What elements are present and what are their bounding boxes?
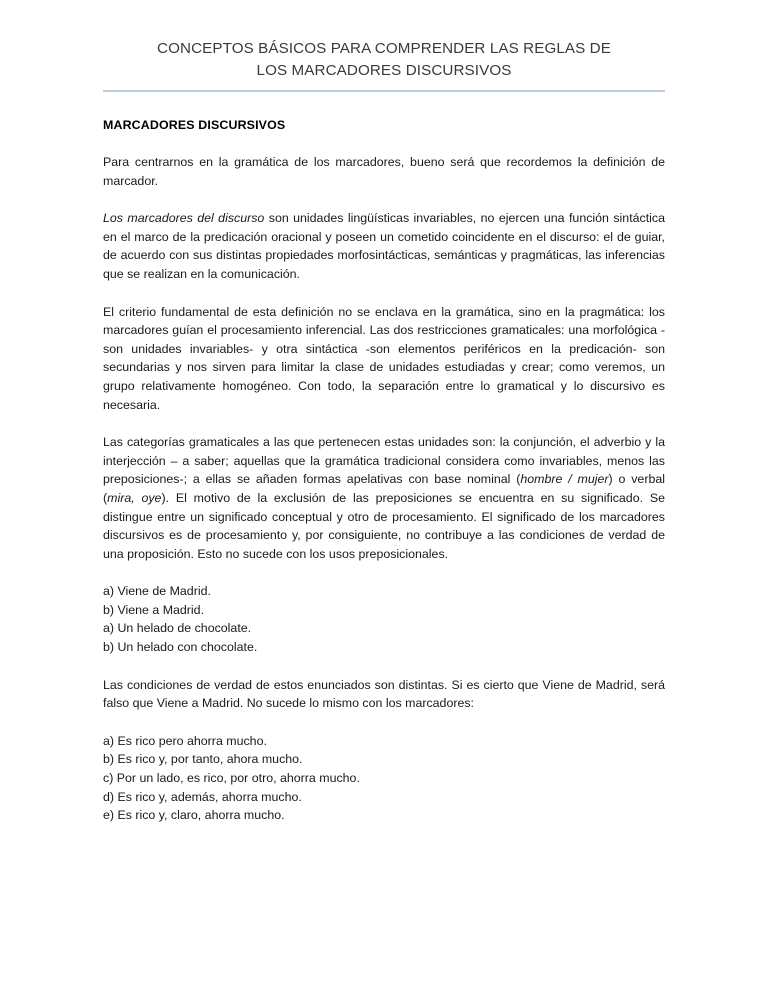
document-body [103,118,665,844]
paragraph-3: El criterio fundamental de esta definición no se enclava en la gramática, sino en la pragmática: los marcadores guían el procesamiento inferencial. Las dos restricciones gramaticales: una morfológica -son unidades invariables- y otra sintáctica -son elementos periféricos en la predicación- son secundarias y nos sirven para limitar la clase de unidades estudiadas y crear; como veremos, un grupo relativamente homogéneo. Con todo, la separación entre lo gramatical y lo discursivo es necesaria. [103,304,665,412]
paragraph-5: Las condiciones de verdad de estos enunciados son distintas. Si es cierto que Viene de Madrid, será falso que Viene a Madrid. No sucede lo mismo con los marcadores: [103,677,665,711]
section-heading: MARCADORES DISCURSIVOS [103,118,286,132]
list-item: a) Es rico pero ahorra mucho. [103,733,267,748]
list-item: c) Por un lado, es rico, por otro, ahorra mucho. [103,771,360,786]
paragraph-4-italic-nominal-example: hombre / mujer [520,472,609,487]
example-list-two [103,732,665,825]
paragraph-4-italic-verbal-example: mira, oye [107,490,162,505]
paragraph-4 [103,433,665,563]
list-item: a) Un helado de chocolate. [103,621,252,636]
paragraph-1: Para centrarnos en la gramática de los marcadores, bueno será que recordemos la definición de marcador. [103,155,665,188]
paragraph-2 [103,209,665,283]
page-title [103,38,665,82]
page-title-line-2: LOS MARCADORES DISCURSIVOS [256,62,512,79]
list-item: b) Es rico y, por tanto, ahora mucho. [103,752,303,767]
page-title-line-1: CONCEPTOS BÁSICOS PARA COMPRENDER LAS REGLAS DE [157,40,611,57]
list-item: e) Es rico y, claro, ahorra mucho. [103,808,285,823]
title-divider [103,90,665,92]
list-item: b) Viene a Madrid. [103,602,205,617]
example-list-one [103,582,665,656]
list-item: a) Viene de Madrid. [103,584,211,599]
paragraph-2-italic-lead: Los marcadores del discurso [103,211,265,226]
paragraph-4-text-part-1: Las categorías gramaticales a las que pertenecen estas unidades son: la conjunción, el adverbio y la interjección – a saber; aquellas que la gramática tradicional considera como invariables, menos las preposiciones-; a ellas se añaden formas apelativas con base nominal ( [103,435,665,487]
list-item: b) Un helado con chocolate. [103,640,258,655]
paragraph-4-text-part-3: ). El motivo de la exclusión de las preposiciones se encuentra en su significado. Se distingue entre un significado conceptual y otro de procesamiento. El significado de los marcadores discursivos es de procesamiento y, por consiguiente, no contribuye a las condiciones de verdad de una proposición. Esto no sucede con los usos preposicionales. [103,490,665,561]
paragraph-4-text-part-2: ) o verbal ( [103,472,665,505]
paragraph-2-text: son unidades lingüísticas invariables, no ejercen una función sintáctica en el marco de la predicación oracional y poseen un cometido coincidente en el discurso: el de guiar, de acuerdo con sus distintas propiedades morfosintácticas, semánticas y pragmáticas, las inferencias que se realizan en la comunicación. [103,211,666,281]
list-item: d) Es rico y, además, ahorra mucho. [103,789,302,804]
